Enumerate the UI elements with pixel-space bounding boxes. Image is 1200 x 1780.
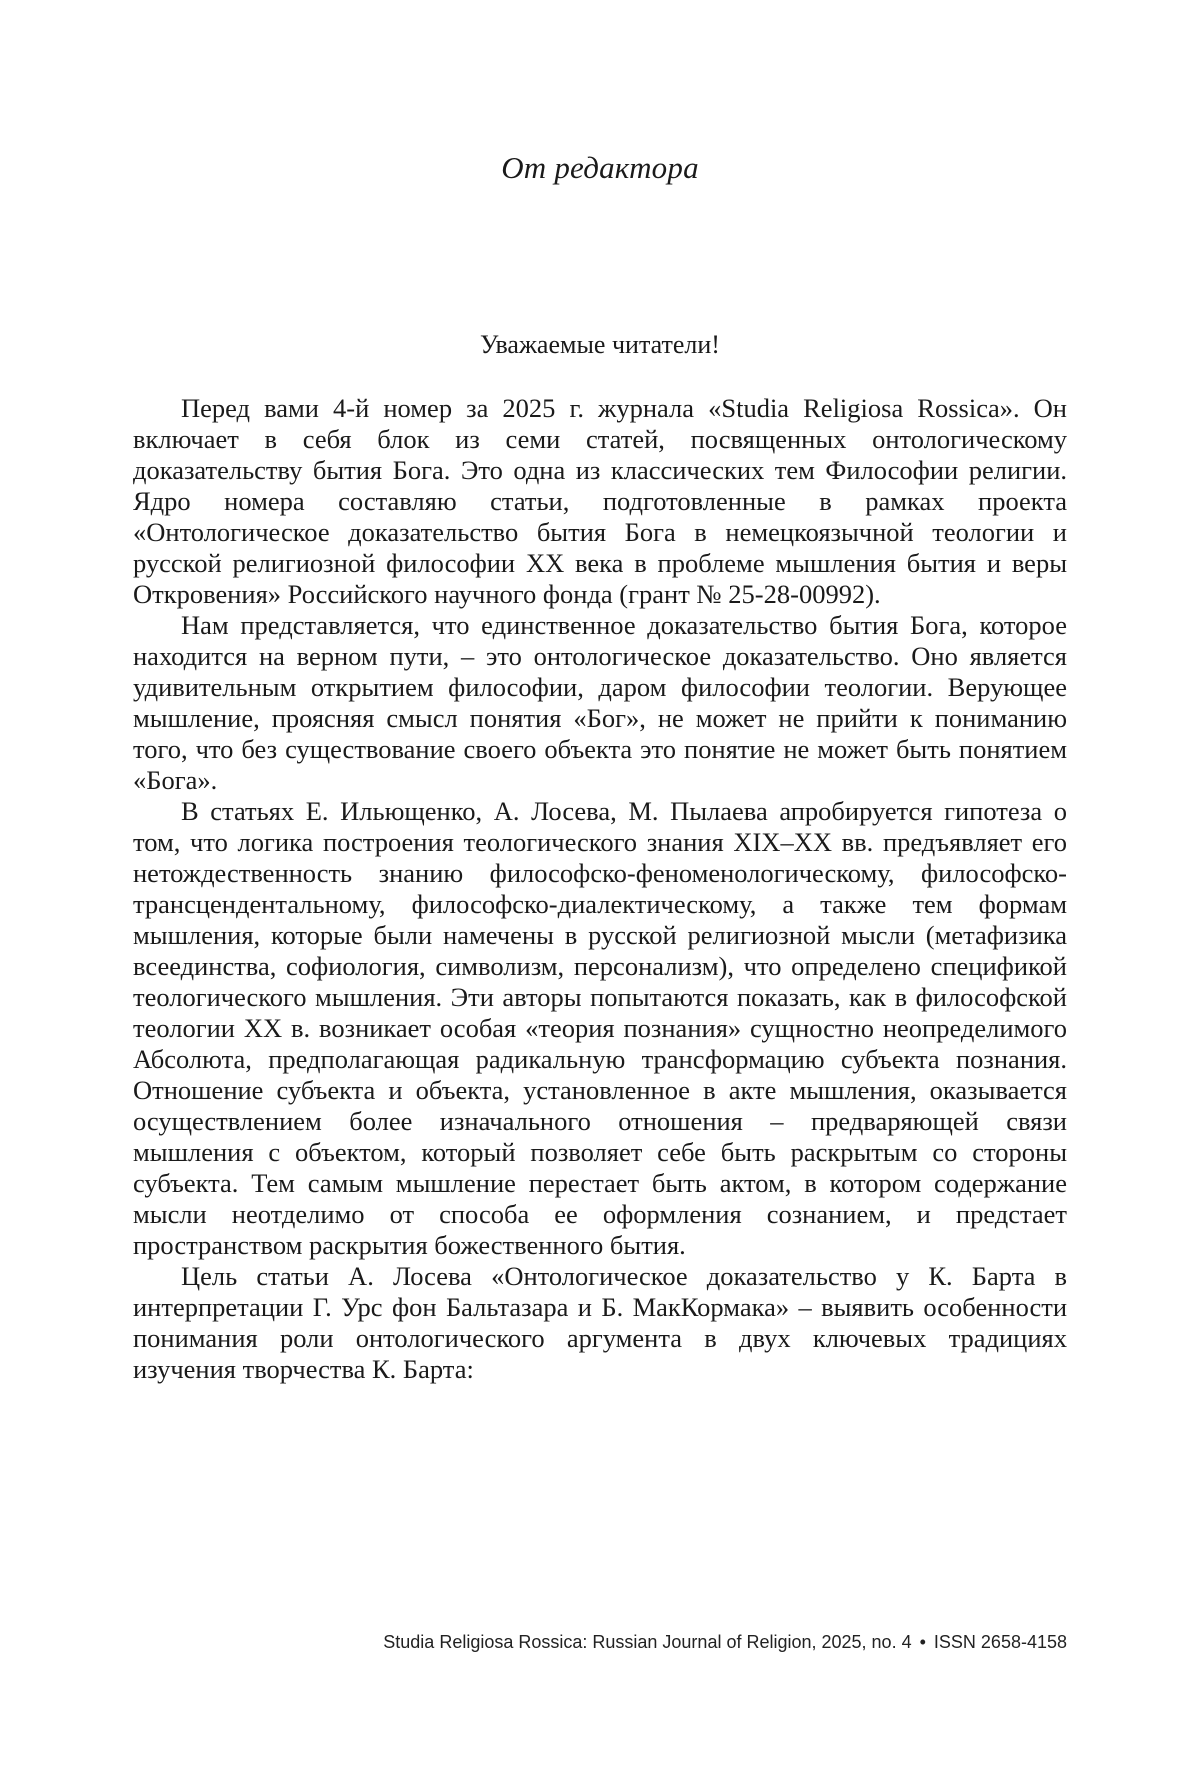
page-footer: [133, 1632, 1067, 1653]
paragraph-1: Перед вами 4-й номер за 2025 г. журнала «Studia Religiosa Rossica». Он включает в себя блок из семи статей, посвященных онтологическому доказательству бытия Бога. Это одна из классических тем Философии религии. Ядро номера составляю статьи, подготовленные в рамках проекта «Онтологическое доказательство бытия Бога в немецкоязычной теологии и русской религиозной философии XX века в проблеме мышления бытия и веры Откровения» Российского научного фонда (грант № 25-28-00992).: [133, 393, 1067, 609]
paragraph-4: Цель статьи А. Лосева «Онтологическое доказательство у К. Барта в интерпретации Г. Урс фон Бальтазара и Б. МакКормака» – выявить особенности понимания роли онтологического аргумента в двух ключевых традициях изучения творчества К. Барта:: [133, 1261, 1067, 1384]
greeting-heading: Уважаемые читатели!: [480, 330, 720, 359]
footer-separator: •: [919, 1632, 926, 1652]
footer-journal: Studia Religiosa Rossica: Russian Journal of Religion, 2025, no. 4: [383, 1632, 912, 1652]
page-title: От редактора: [501, 150, 699, 185]
article-body: [133, 393, 1067, 1385]
paragraph-3: В статьях Е. Ильющенко, А. Лосева, М. Пылаева апробируется гипотеза о том, что логика построения теологического знания XIX–XX вв. предъявляет его нетождественность знанию философско-феноменологическому, философско-трансцендентальному, философско-диалектическому, а также тем формам мышления, которые были намечены в русской религиозной мысли (метафизика всеединства, софиология, символизм, персонализм), что определено спецификой теологического мышления. Эти авторы попытаются показать, как в философской теологии XX в. возникает особая «теория познания» сущностно неопределимого Абсолюта, предполагающая радикальную трансформацию субъекта познания. Отношение субъекта и объекта, установленное в акте мышления, оказывается осуществлением более изначального отношения – предваряющей связи мышления с объектом, который позволяет себе быть раскрытым со стороны субъекта. Тем самым мышление перестает быть актом, в котором содержание мысли неотделимо от способа ее оформления сознанием, и предстает пространством раскрытия божественного бытия.: [133, 796, 1067, 1260]
paragraph-2: Нам представляется, что единственное доказательство бытия Бога, которое находится на верном пути, – это онтологическое доказательство. Оно является удивительным открытием философии, даром философии теологии. Верующее мышление, проясняя смысл понятия «Бог», не может не прийти к пониманию того, что без существование своего объекта это понятие не может быть понятием «Бога».: [133, 610, 1067, 795]
footer-issn: ISSN 2658-4158: [933, 1632, 1067, 1652]
